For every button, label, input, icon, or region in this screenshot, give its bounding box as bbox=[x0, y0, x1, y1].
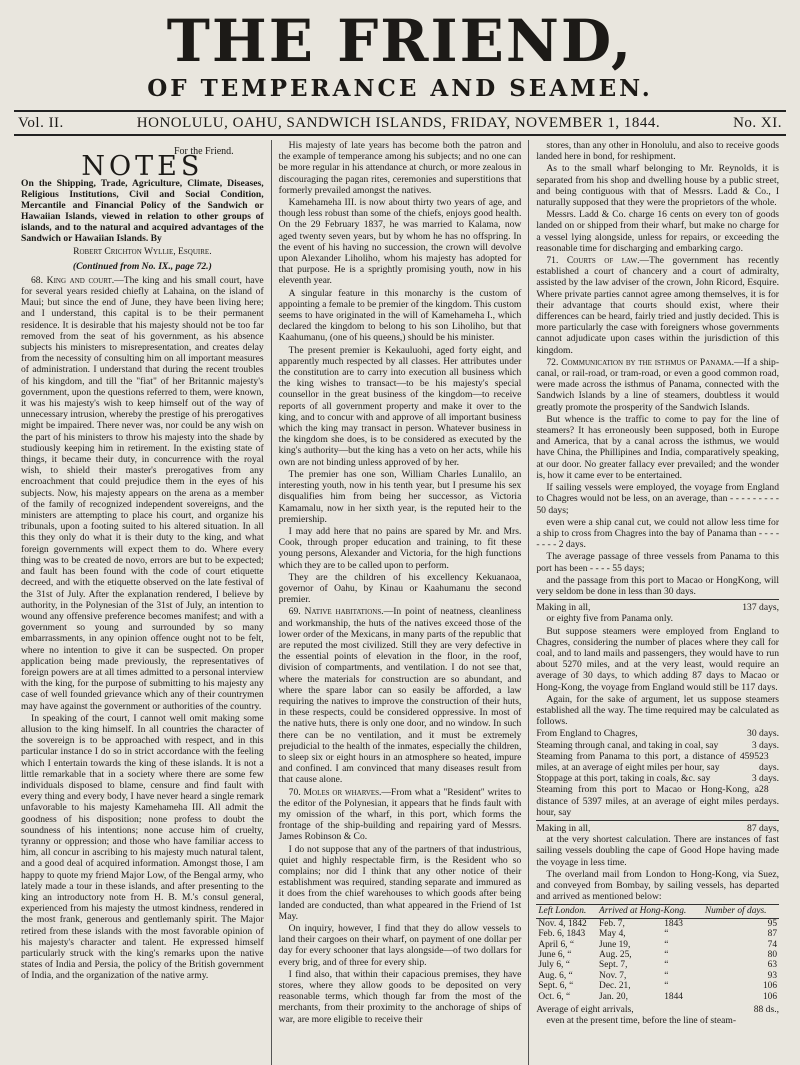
table-header: Number of days. bbox=[703, 905, 779, 918]
table-cell: 74 bbox=[767, 939, 778, 950]
section-head: 69. Native habitations. bbox=[288, 606, 384, 618]
calc-value: 55 days; bbox=[612, 562, 645, 574]
volume-label: Vol. II. bbox=[18, 114, 64, 131]
table-cell: Jan. 20, bbox=[599, 991, 628, 1002]
section-head: 72. Communication by the isthmus of Panama. bbox=[546, 356, 735, 368]
table-cell: 87 bbox=[767, 929, 778, 940]
table-cell: 106 bbox=[762, 991, 778, 1002]
table-cell: “ bbox=[664, 929, 669, 940]
table-cell: “ bbox=[664, 960, 669, 971]
paragraph: I do not suppose that any of the partners of that industrious, quiet and highly respectable firm, is the Resident who so complains; nor did I think that any other notice of their establishment was required, standing separate and immured as it does from the chief warehouses to which goods after being landed are conducted, than what appeared in the Friend of 1st May. bbox=[278, 843, 522, 922]
table-header: Arrived at Hong-Kong. bbox=[597, 905, 703, 918]
paragraph: The present premier is Kekauluohi, aged forty eight, and apparently much respected by all classes. Her attributes under the constitution are to carry into execution all business which the king wishes to transact—to be his majesty's special counsellor in the great business of the kingdom—to receive reports of all government property and make it over to the king, and to concur with and approve of all important business which the king may transact in person. Whatever business in the kingdom she does, is to be considered as executed by the king's authority—but the king has a veto on her acts, while his own are not binding unless approved of by her. bbox=[278, 344, 522, 468]
table-cell: “ bbox=[664, 939, 669, 950]
table-cell: June 6, “ bbox=[538, 950, 572, 961]
section-head: 71. Courts of law. bbox=[546, 255, 640, 267]
table-cell: Aug. 25, bbox=[599, 950, 632, 961]
table-cell: Feb. 7, bbox=[599, 918, 625, 929]
table-cell: 63 bbox=[767, 960, 778, 971]
paragraph: The overland mail from London to Hong-Kong, via Suez, and conveyed from Bombay, by sailing vessels, has departed and arrived as mentioned below: bbox=[536, 868, 780, 903]
table-cell: Sept. 7, bbox=[599, 960, 628, 971]
table-cell: July 6, “ bbox=[538, 960, 570, 971]
table-row bbox=[536, 981, 779, 991]
table-cell: Feb. 6, 1843 bbox=[538, 929, 586, 940]
table-cell: May 4, bbox=[599, 929, 626, 940]
section-head: 68. King and court. bbox=[31, 274, 115, 286]
paragraph: 72. Communication by the isthmus of Panama.—If a ship-canal, or rail-road, or tram-road, or even a good common road, were made across the isthmus of Panama, connected with the Sandwich Islands by a line of steamers, doubtless it would greatly promote the prosperity of the Sandwich Islands. bbox=[536, 356, 780, 413]
paragraph: I find also, that within their capacious premises, they have stores, where they allow goods to be deposited on very reasonable terms, which though far from the most of the merchants, from their proximity to the anchorage of ships of war, are more eligible to receive their bbox=[278, 968, 522, 1025]
paragraph: Messrs. Ladd & Co. charge 16 cents on every ton of goods landed on or shipped from their wharf, but make no charge for a vessel lying alongside, unless for repairs, or exceeding the reasonable time for discharging and embarking cargo. bbox=[536, 209, 780, 254]
calc-line: Making in all, 137 days, bbox=[536, 602, 780, 614]
calc-value: 2 days. bbox=[558, 539, 586, 551]
continued-note: (Continued from No. IX., page 72.) bbox=[72, 260, 212, 272]
paragraph: In speaking of the court, I cannot well omit making some allusion to the king himself. In all countries the character of the sovereign is to be approached with respect, and in this particular instance I do so in strict accordance with the feeling which I entertain towards the king of these islands. It is not a little remarkable that in a society where there are some few individuals disposed to blame, censure and find fault with every thing and every body, I have never heard a single remark unfavorable to his majesty Kamehameha III. All admit the goodness of his disposition; none profess to doubt the soundness of his intentions; none accuse him of cruelty, tyranny or oppression; and those who have familiar access to him, all concur in ascribing to his majesty much natural talent, and a good deal of acquired information. Amongst those, I am happy to quote my friend Major Low, of the Bengal army, who lately made a tour in these islands, and after presenting to the king an introductory note from H. B. M.'s consul general, experienced from his majesty the utmost kindness, rendered in the most frank, generous and gentlemanly spirit. The Major retired from these islands with the most favorable opinion of his majesty's character and talent. He expressed himself particularly struck with the king's remarks upon the native states of India and Persia, the policy of the British government of India, and the organization of the native army. bbox=[21, 712, 264, 982]
table-cell: Dec. 21, bbox=[599, 981, 631, 992]
paragraph: even at the present time, before the line of steam- bbox=[546, 1015, 737, 1027]
table-cell: 80 bbox=[767, 950, 778, 961]
paragraph: Kamehameha III. is now about thirty two years of age, and though less robust than some of the chiefs, enjoys good health. On the 29 February 1837, he was married to Kalama, now aged twenty seven years, but by whom he has no offspring. In the event of his having no succession, the crown will devolve upon Alexander Liholiho, whom his majesty has adopted for that purpose. He is a sprightly promising youth, now in his eleventh year. bbox=[278, 197, 522, 287]
table-cell: Oct. 6, “ bbox=[538, 991, 571, 1002]
column-2 bbox=[271, 140, 529, 1065]
table-cell: Nov. 4, 1842 bbox=[538, 918, 587, 929]
calc-line: From England to Chagres, 30 days. bbox=[536, 728, 780, 740]
paragraph: 70. Moles or wharves.—From what a "Resident" writes to the editor of the Polynesian, it appears that he finds fault with my omission of the wharf, in this port, which forms the frontage of the ship-building and repairing yard of Messrs. James Robinson & Co. bbox=[278, 786, 522, 843]
divider bbox=[536, 820, 779, 821]
table-cell: April 6, “ bbox=[538, 939, 575, 950]
table-cell: 106 bbox=[762, 981, 778, 992]
newspaper-subtitle: OF TEMPERANCE AND SEAMEN. bbox=[147, 75, 653, 102]
place-date: HONOLULU, OAHU, SANDWICH ISLANDS, FRIDAY, NOVEMBER 1, 1844. bbox=[136, 114, 661, 131]
newspaper-title: THE FRIEND, bbox=[166, 7, 634, 75]
paragraph: The premier has one son, William Charles Lunalilo, an interesting youth, now in his tenth year, but I presume his sex disqualifies him from being her successor, as Victoria Kamamalu, now in her sixth year, is the reputed heir to the premiership. bbox=[278, 468, 522, 525]
paragraph: at the very shortest calculation. There are instances of fast sailing vessels doubling the cape of Good Hope having made the voyage in less time. bbox=[536, 834, 780, 868]
table-cell: 1844 bbox=[664, 991, 683, 1002]
paragraph: I may add here that no pains are spared by Mr. and Mrs. Cook, through proper education and training, to fit these young persons, Alexander and Victoria, for the high functions which they are to be called upon to perform. bbox=[278, 525, 522, 571]
paragraph: But suppose steamers were employed from England to Chagres, considering the number of places where they call for coal, and to land mails and passengers, they would have to run about 5270 miles, and at the very least, would require an average of 30 days, to which adding 87 days to Macao or Hong-Kong, the voyage from England would still be 117 days. bbox=[536, 625, 780, 693]
table-row bbox=[536, 929, 779, 939]
author-line: Robert Crichton Wyllie, Esquire. bbox=[73, 246, 212, 258]
column-1 bbox=[14, 140, 271, 1065]
table-cell: “ bbox=[664, 981, 669, 992]
for-the-friend-note: For the Friend. bbox=[173, 146, 234, 157]
paragraph: 68. King and court.—The king and his small court, have for several years resided chiefly at Lahaina, on the island of Maui; but since the end of June, they have been living here; and I understand, this capital is to be their permanent residence. It is desirable that his majesty should not be too far removed from the seat of his government, as his absence subjects his ministers to misrepresentation, and creates delay from the necessity of consulting him on all important measures of administration. I understand that during the recent troubles of his kingdom, and till the "fiat" of her Britannic majesty's government, upon the questions referred to them, were known, it was his majesty's wish to keep himself out of the way of unnecessary intrusion, whereby the prestige of his prerogatives might be impaired. There never was, nor could be any wish on the part of his ministers to throw his majesty into the shade by studiously keeping him in retirement. In the existing state of things, it became their duty, in concurrence with the royal wish, to shield their master's prerogatives from any encroachment that could prejudice them in the eyes of his subjects. Now, his majesty appears on the arena as a member of the family of recognized independent sovereigns, and the ministers are attempting to place his court, and organize his tribunals, upon a footing suited to his altered situation. In all this they only do what it is their duty to the king, and what foreign governments will expect them to do. Where every thing was to be created de novo, errors are but to be expected; and fault has been found with the code of court etiquette decreed, and with the etiquette observed on the late festival of the 31st of July. After the explanation rendered, I believe by authority, in the Polynesian of the 31st of July, an intention to wound any offensive preference becomes manifest; and with a government so young and surrounded by so many embarrassments, in any opinion offence ought not to be felt, where no intention to give it can be suspected. On proper application being made previously, the representatives of foreign powers are at all times admitted to a personal interview with the king, for the purpose of submitting to his majesty any case of well founded grievance which any of their countrymen may have against the government or authorities of the country. bbox=[21, 274, 264, 712]
paragraph: On inquiry, however, I find that they do allow vessels to land their cargoes on their wharf, on payment of one dollar per day for every schooner that lays alongside—of two dollars for every brig, and of three for every ship. bbox=[278, 923, 522, 968]
paragraph: and the passage from this port to Macao or HongKong, will very seldom be done in less than 30 days. bbox=[536, 574, 780, 597]
paragraph: 69. Native habitations.—In point of neatness, cleanliness and workmanship, the huts of the natives exceed those of the lower order of the Mexicans, in many parts of the republic that are reputed the most civilized. Still they are very defective in the essential points of elevation in the floor, in the roof, division of compartments, and ventilation. I do not see that, where the materials for construction are so abundant, and where the spare labor can so easily be afforded, a law requiring the natives to improve the construction of their huts, in these respects, could be considered oppressive. In most of the native huts, there is only one door, and no window. In such there can be no ventilation, and it must be extremely prejudicial to the health of the inmates, especially the children, to sleep six or eight hours in an atmosphere so heated, impure and confined. I am convinced that many diseases result from that cause alone. bbox=[278, 606, 522, 786]
paragraph: As to the small wharf belonging to Mr. Reynolds, it is separated from his shop and dwelling house by a public street, and being contiguous with that of Messrs. Ladd & Co., I naturally supposed that they were the proprietors of the whole. bbox=[536, 163, 780, 209]
paragraph: His majesty of late years has become both the patron and the example of temperance among his subjects; and no one can be more regular in his attendance at church, or more zealous in discouraging the pagan rites, ceremonies and superstitions that formerly prevailed amongst the natives. bbox=[278, 140, 522, 196]
table-row bbox=[536, 971, 779, 981]
calc-line: Steaming from this port to Macao or Hong-Kong, a distance of 5397 miles, at an average of eight miles per hour, say 28 days. bbox=[536, 784, 780, 818]
table-header: Left London. bbox=[536, 905, 597, 918]
calc-line: Average of eight arrivals, 88 ds., bbox=[536, 1004, 780, 1016]
paragraph: or eighty five from Panama only. bbox=[546, 613, 674, 625]
article-columns bbox=[14, 140, 786, 1065]
paragraph: But whence is the traffic to come to pay for the line of steamers? It has erroneously been supposed, both in Europe and America, that by a canal across the isthmus, we would have China, the Phillipines and India, comparatively speaking, at our door. No greater fallacy ever prevailed; and the wonder is, how it came ever to be entertained. bbox=[536, 413, 780, 481]
masthead bbox=[14, 8, 786, 104]
table-cell: 1843 bbox=[664, 918, 683, 929]
paragraph: They are the children of his excellency Kekuanaoa, governor of Oahu, by Kinau or Kaahumanu the second premier. bbox=[278, 571, 522, 606]
paragraph: If sailing vessels were employed, the voyage from England to Chagres would not be less, on an average, than ‐ ‐ ‐ ‐ ‐ ‐ ‐ ‐ ‐ 50 days; bbox=[536, 482, 780, 516]
divider bbox=[536, 599, 779, 600]
overland-mail-table bbox=[536, 904, 779, 1002]
table-cell: “ bbox=[664, 970, 669, 981]
table-cell: 95 bbox=[767, 918, 778, 929]
table-cell: Sept. 6, “ bbox=[538, 981, 574, 992]
table-row bbox=[536, 918, 779, 929]
table-row bbox=[536, 950, 779, 960]
table-cell: Aug. 6, “ bbox=[538, 970, 573, 981]
calc-line: Stoppage at this port, taking in coals, &c. say 3 days. bbox=[536, 773, 780, 785]
paragraph: The average passage of three vessels from Panama to this port has been ‐ ‐ ‐ ‐ 55 days; bbox=[536, 551, 780, 574]
paragraph: even were a ship canal cut, we could not allow less time for a ship to cross from Chagres into the bay of Panama than ‐ ‐ ‐ ‐ ‐ ‐ ‐ ‐ 2 days. bbox=[536, 516, 780, 551]
table-row bbox=[536, 992, 779, 1002]
paragraph: A singular feature in this monarchy is the custom of appointing a female to be premier of the kingdom. This custom seems to have originated in the will of Kamehameha I., which declared the kingdom to belong to his son Liholiho, but that Kaahumanu, (one of his queens,) should be his minister. bbox=[278, 287, 522, 344]
calc-line: Steaming through canal, and taking in coal, say 3 days. bbox=[536, 739, 780, 751]
notes-subheading: On the Shipping, Trade, Agriculture, Climate, Diseases, Religious Institutions, Civil and Social Condition, Mercantile and Financial Policy of the Sandwich or Hawaiian Islands, viewed in relation to other groups of islands, and to the natural and acquired advantages of the Sandwich or Hawaiian Islands. By bbox=[21, 178, 264, 245]
column-3 bbox=[528, 140, 786, 1065]
calc-line: Steaming from Panama to this port, a distance of 4595 miles, at an average of eight miles per hour, say 23 days. bbox=[536, 750, 780, 773]
table-row bbox=[536, 960, 779, 970]
section-head: 70. Moles or wharves. bbox=[288, 786, 382, 798]
paragraph: stores, than any other in Honolulu, and also to receive goods landed here in bond, for reshipment. bbox=[536, 140, 780, 163]
issue-number: No. XI. bbox=[733, 114, 782, 131]
table-row bbox=[536, 940, 779, 950]
table-cell: “ bbox=[664, 950, 669, 961]
table-cell: Nov. 7, bbox=[599, 970, 627, 981]
paragraph: 71. Courts of law.—The government has recently established a court of chancery and a court of admiralty, assisted by the law adviser of the crown, John Ricord, Esquire. Where private parties cannot agree among themselves, it is for their advantage that courts should exist, where their differences can be heard, fairly tried and justly decided. This is more particularly the case with foreigners whose governments cannot adjudicate upon cases within the jurisdiction of this kingdom. bbox=[536, 255, 780, 356]
table-cell: June 19, bbox=[599, 939, 631, 950]
table-cell: 93 bbox=[767, 970, 778, 981]
calc-value: 50 days; bbox=[536, 504, 569, 516]
dateline bbox=[14, 110, 786, 136]
calc-line: Making in all, 87 days, bbox=[536, 822, 780, 834]
paragraph: Again, for the sake of argument, let us suppose steamers established all the way. The time required may be calculated as follows. bbox=[536, 693, 780, 728]
notes-heading: NOTES bbox=[81, 151, 204, 183]
